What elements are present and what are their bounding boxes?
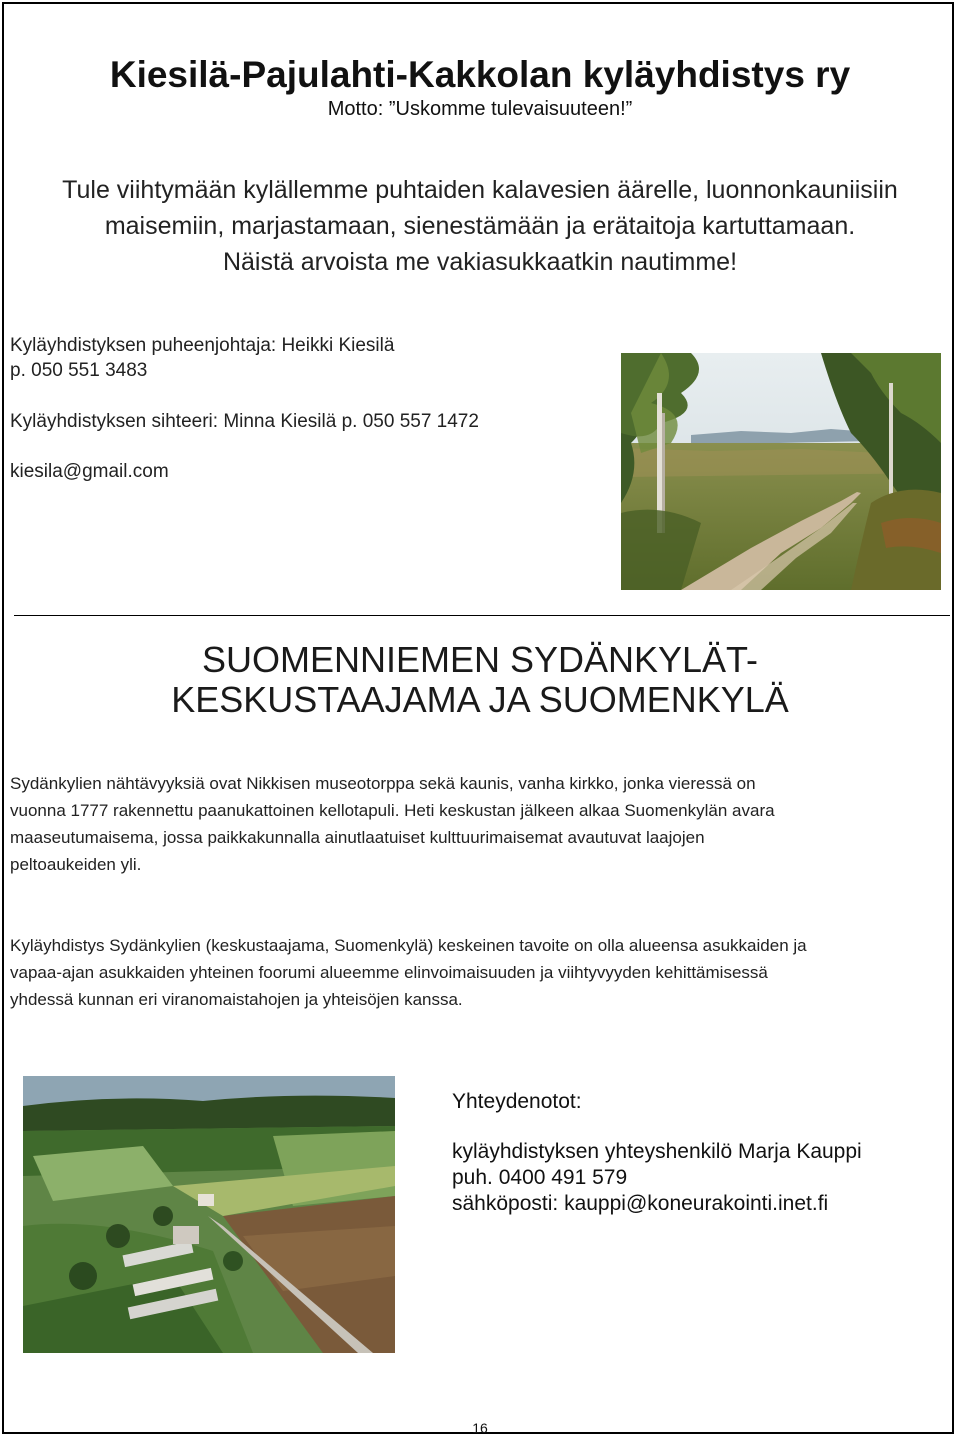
description-paragraph	[10, 770, 950, 878]
page-number: 16	[472, 1420, 488, 1436]
email-link[interactable]: kiesila@gmail.com	[10, 461, 169, 482]
contact-person: kyläyhdistyksen yhteyshenkilö Marja Kauppi	[452, 1140, 862, 1163]
paragraph-line: vapaa-ajan asukkaiden yhteinen foorumi alueemme elinvoimaisuuden ja viihtyvyyden kehittämisessä	[10, 963, 768, 982]
aerial-village-photo	[23, 1076, 395, 1353]
section-title: SUOMENNIEMEN SYDÄNKYLÄT- KESKUSTAAJAMA JA SUOMENKYLÄ	[171, 639, 789, 720]
paragraph-line: maaseutumaisema, jossa paikkakunnalla ainutlaatuiset kulttuurimaisemat avautuvat laajojen	[10, 828, 705, 847]
secretary-contact: Kyläyhdistyksen sihteeri: Minna Kiesilä p. 050 557 1472	[10, 411, 479, 432]
intro-line: Tule viihtymään kylällemme puhtaiden kalavesien äärelle, luonnonkauniisiin	[62, 176, 898, 204]
chair-phone: p. 050 551 3483	[10, 360, 148, 381]
goal-paragraph	[10, 932, 950, 1013]
contact-email[interactable]: sähköposti: kauppi@koneurakointi.inet.fi	[452, 1192, 829, 1215]
paragraph-line: Sydänkylien nähtävyyksiä ovat Nikkisen museotorppa sekä kaunis, vanha kirkko, jonka vieressä on	[10, 774, 756, 793]
section-divider	[14, 615, 950, 616]
motto: Motto: ”Uskomme tulevaisuuteen!”	[327, 98, 633, 120]
contact-heading: Yhteydenotot:	[452, 1090, 582, 1113]
paragraph-line: Kyläyhdistys Sydänkylien (keskustaajama, Suomenkylä) keskeinen tavoite on olla alueensa asukkaiden ja	[10, 936, 807, 955]
intro-text	[0, 172, 960, 280]
intro-line: Näistä arvoista me vakiasukkaatkin nautimme!	[222, 248, 738, 276]
paragraph-line: yhdessä kunnan eri viranomaistahojen ja yhteisöjen kanssa.	[10, 990, 463, 1009]
page-title: Kiesilä-Pajulahti-Kakkolan kyläyhdistys ry	[109, 54, 851, 95]
paragraph-line: peltoaukeiden yli.	[10, 855, 142, 874]
paragraph-line: vuonna 1777 rakennettu paanukattoinen kellotapuli. Heti keskustan jälkeen alkaa Suomenkylän avara	[10, 801, 775, 820]
country-road-photo	[621, 353, 941, 590]
intro-line: maisemiin, marjastamaan, sienestämään ja erätaitoja kartuttamaan.	[104, 212, 856, 240]
chair-contact: Kyläyhdistyksen puheenjohtaja: Heikki Kiesilä	[10, 335, 395, 356]
contact-phone: puh. 0400 491 579	[452, 1166, 628, 1189]
